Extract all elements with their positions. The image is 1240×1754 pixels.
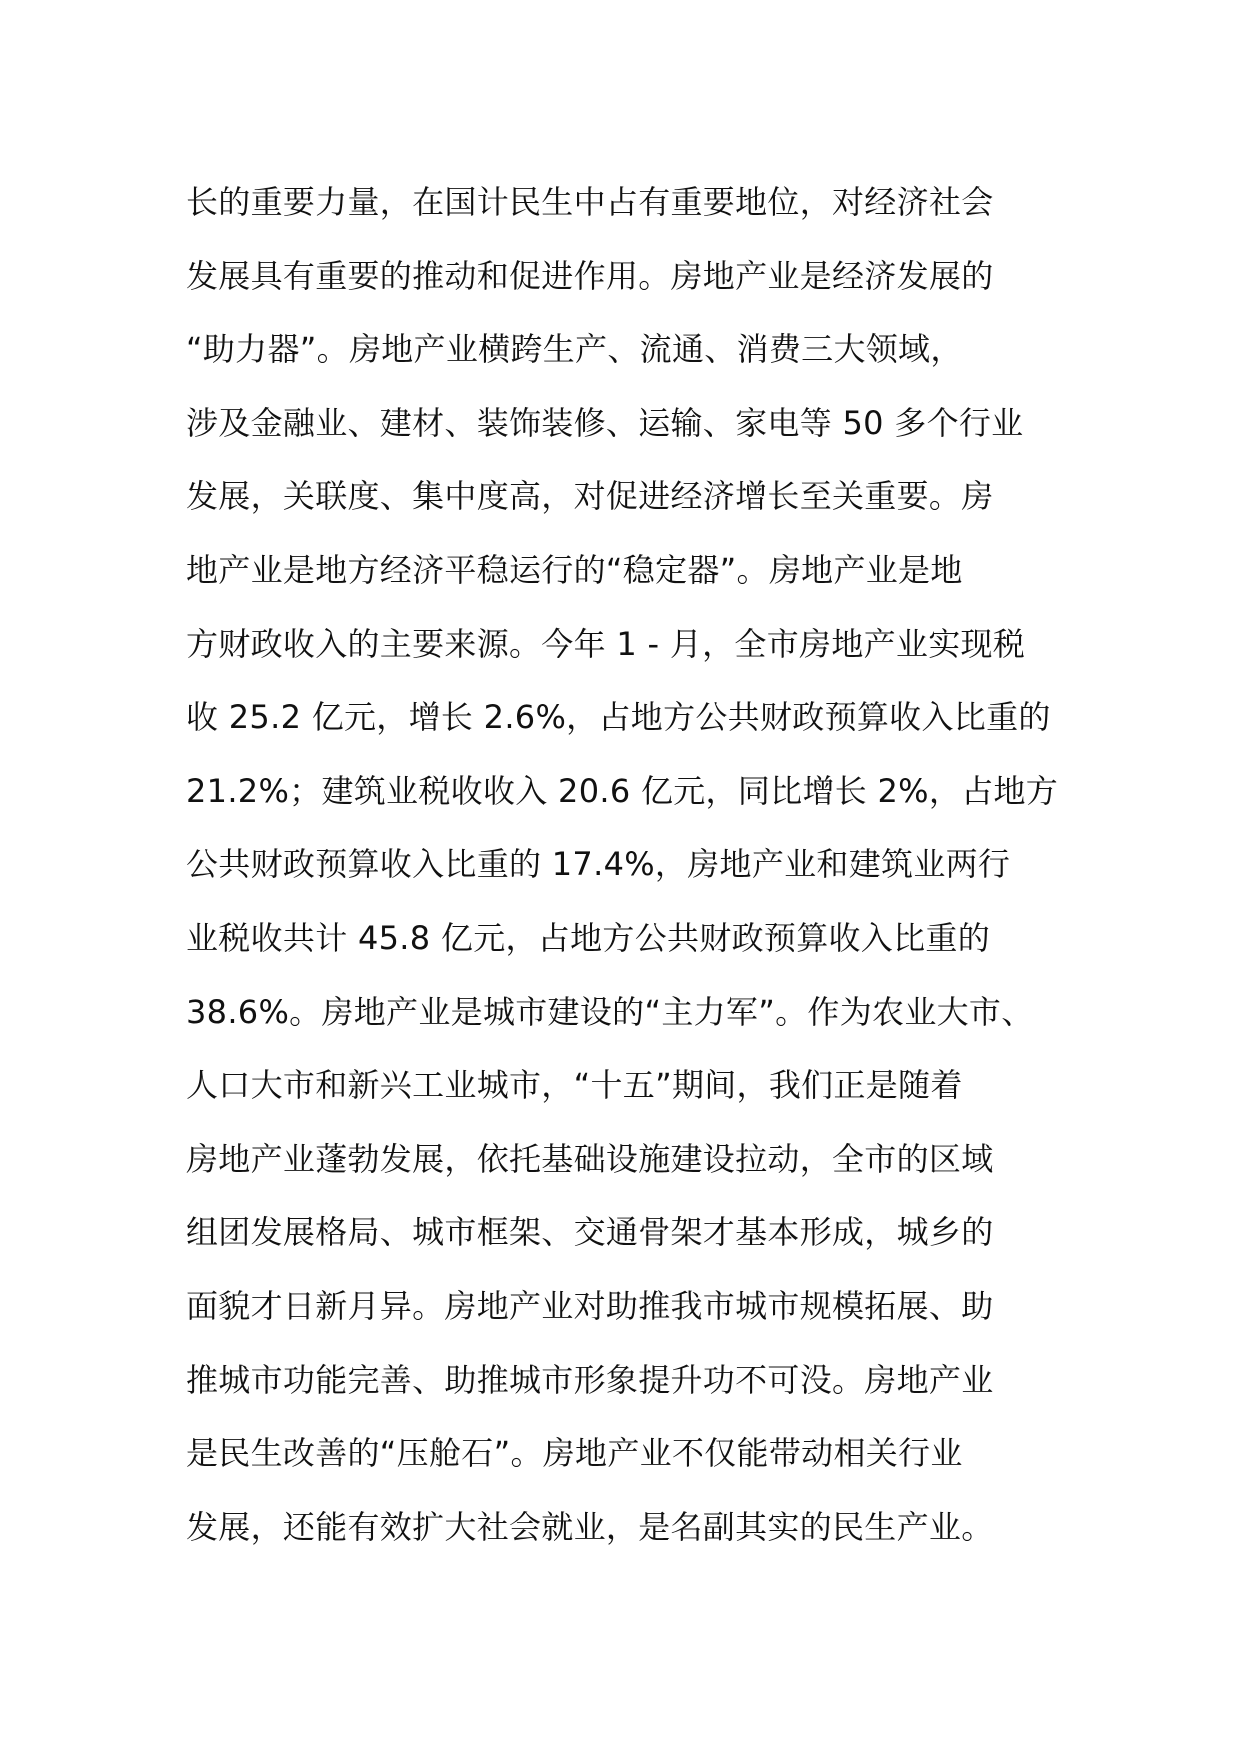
paragraph-line: 21.2%；建筑业税收收入 20.6 亿元，同比增长 2%，占地方 xyxy=(186,771,1059,810)
body-paragraph xyxy=(186,166,1086,1564)
paragraph-line: 组团发展格局、城市框架、交通骨架才基本形成，城乡的 xyxy=(186,1213,994,1252)
paragraph-line: 地产业是地方经济平稳运行的“稳定器”。房地产业是地 xyxy=(186,550,963,589)
paragraph-line: 涉及金融业、建材、装饰装修、运输、家电等 50 多个行业 xyxy=(186,403,1024,442)
paragraph-line: 公共财政预算收入比重的 17.4%，房地产业和建筑业两行 xyxy=(186,845,1011,884)
paragraph-line: 房地产业蓬勃发展，依托基础设施建设拉动，全市的区域 xyxy=(186,1139,994,1178)
paragraph-line: “助力器”。房地产业横跨生产、流通、消费三大领域， xyxy=(186,330,963,369)
paragraph-line: 业税收共计 45.8 亿元，占地方公共财政预算收入比重的 xyxy=(186,918,990,957)
paragraph-line: 面貌才日新月异。房地产业对助推我市城市规模拓展、助 xyxy=(186,1286,994,1325)
paragraph-line: 38.6%。房地产业是城市建设的“主力军”。作为农业大市、 xyxy=(186,992,1034,1031)
paragraph-line: 方财政收入的主要来源。今年 1 - 月，全市房地产业实现税 xyxy=(186,624,1026,663)
paragraph-line: 发展具有重要的推动和促进作用。房地产业是经济发展的 xyxy=(186,256,994,295)
paragraph-line: 发展，关联度、集中度高，对促进经济增长至关重要。房 xyxy=(186,477,994,516)
paragraph-line: 是民生改善的“压舱石”。房地产业不仅能带动相关行业 xyxy=(186,1434,963,1473)
paragraph-line: 长的重要力量，在国计民生中占有重要地位，对经济社会 xyxy=(186,183,994,221)
paragraph-line: 人口大市和新兴工业城市，“十五”期间，我们正是随着 xyxy=(186,1066,963,1105)
paragraph-line: 发展，还能有效扩大社会就业，是名副其实的民生产业。 xyxy=(186,1507,994,1546)
paragraph-line: 收 25.2 亿元，增长 2.6%，占地方公共财政预算收入比重的 xyxy=(186,698,1051,737)
paragraph-line: 推城市功能完善、助推城市形象提升功不可没。房地产业 xyxy=(186,1360,994,1399)
